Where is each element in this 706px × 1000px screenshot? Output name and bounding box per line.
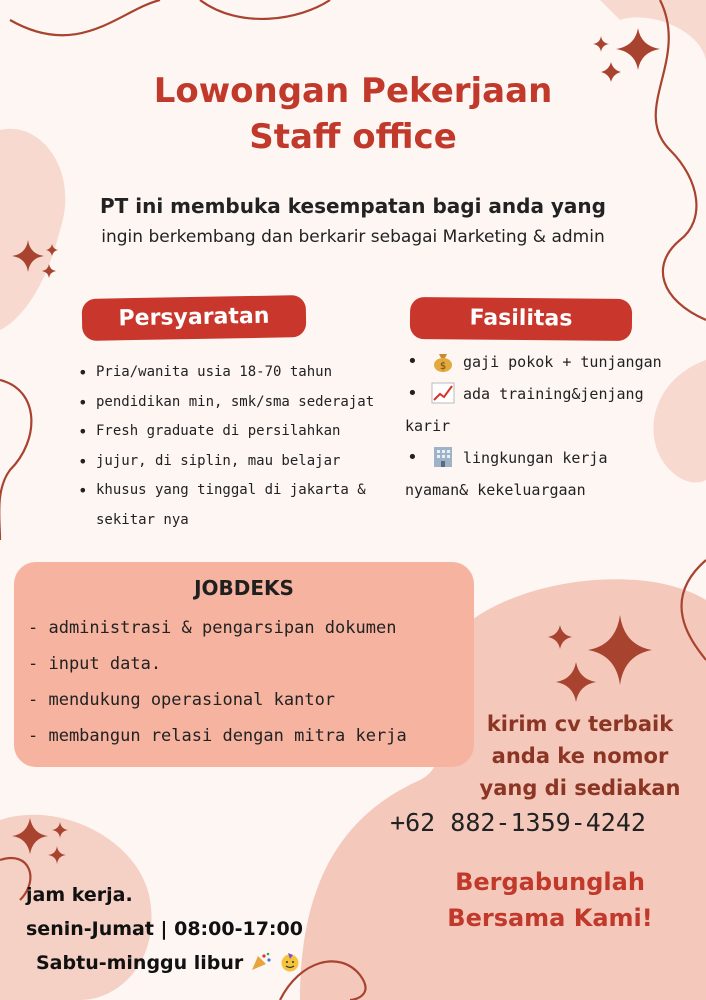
party-popper-icon bbox=[250, 952, 272, 972]
facilities-heading: Fasilitas bbox=[410, 297, 632, 341]
list-item: • Fresh graduate di persilahkan bbox=[78, 417, 398, 447]
list-item: • Pria/wanita usia 18-70 tahun bbox=[78, 358, 398, 388]
contact-line2: anda ke nomor bbox=[491, 744, 669, 768]
intro-line2: ingin berkembang dan berkarir sebagai Marketing & admin bbox=[101, 227, 605, 247]
list-item: • jujur, di siplin, mau belajar bbox=[78, 447, 398, 477]
list-item-text: khusus yang tinggal di jakarta & bbox=[96, 482, 366, 498]
curve-top-left-icon bbox=[10, 0, 160, 35]
contact-line3: yang di sediakan bbox=[479, 776, 681, 800]
list-item: - membangun relasi dengan mitra kerja bbox=[28, 726, 407, 746]
page-title-line2: Staff office bbox=[249, 117, 457, 157]
facility-text-cont: karir bbox=[405, 417, 451, 435]
jobdesk-list bbox=[28, 610, 468, 754]
facility-text: lingkungan kerja bbox=[463, 449, 608, 467]
hours-weekend-text: Sabtu-minggu libur bbox=[36, 952, 244, 974]
requirements-heading: Persyaratan bbox=[82, 295, 307, 341]
join-line1: Bergabunglah bbox=[455, 868, 645, 896]
office-building-icon bbox=[431, 446, 455, 468]
curve-top-mid-icon bbox=[200, 0, 330, 19]
page-title-line1: Lowongan Pekerjaan bbox=[153, 71, 553, 111]
blob-top-right-icon bbox=[600, 0, 706, 60]
chart-increasing-icon bbox=[431, 382, 455, 404]
hours-line3 bbox=[36, 952, 301, 974]
hours-line1: jam kerja. bbox=[26, 884, 133, 906]
intro-line1: PT ini membuka kesempatan bagi anda yang bbox=[100, 194, 606, 218]
contact-line1: kirim cv terbaik bbox=[486, 712, 674, 736]
list-item bbox=[78, 476, 398, 535]
list-item: - input data. bbox=[28, 654, 162, 674]
jobdesk-heading: JOBDEKS bbox=[194, 576, 294, 600]
facility-text-cont: nyaman& kekeluargaan bbox=[405, 481, 586, 499]
list-item-text: sekitar nya bbox=[96, 511, 189, 528]
phone-number[interactable]: +62 882-1359-4242 bbox=[390, 808, 646, 837]
partying-face-icon bbox=[279, 952, 301, 972]
list-item: • pendidikan min, smk/sma sederajat bbox=[78, 388, 398, 418]
facility-text: gaji pokok + tunjangan bbox=[463, 353, 662, 371]
join-line2: Bersama Kami! bbox=[447, 904, 653, 932]
curve-right-icon bbox=[656, 0, 706, 320]
svg-text:$: • $ bbox=[439, 361, 447, 372]
facilities-list bbox=[405, 346, 695, 506]
list-item: - administrasi & pengarsipan dokumen bbox=[28, 618, 397, 638]
hours-line2: senin-Jumat | 08:00-17:00 bbox=[26, 918, 303, 940]
list-item bbox=[405, 442, 695, 506]
list-item: - mendukung operasional kantor bbox=[28, 690, 336, 710]
facility-text: ada training&jenjang bbox=[463, 385, 644, 403]
money-bag-icon bbox=[431, 350, 455, 372]
list-item bbox=[405, 378, 695, 442]
curve-left-icon bbox=[0, 380, 31, 540]
list-item bbox=[405, 346, 695, 378]
requirements-list bbox=[78, 358, 398, 535]
